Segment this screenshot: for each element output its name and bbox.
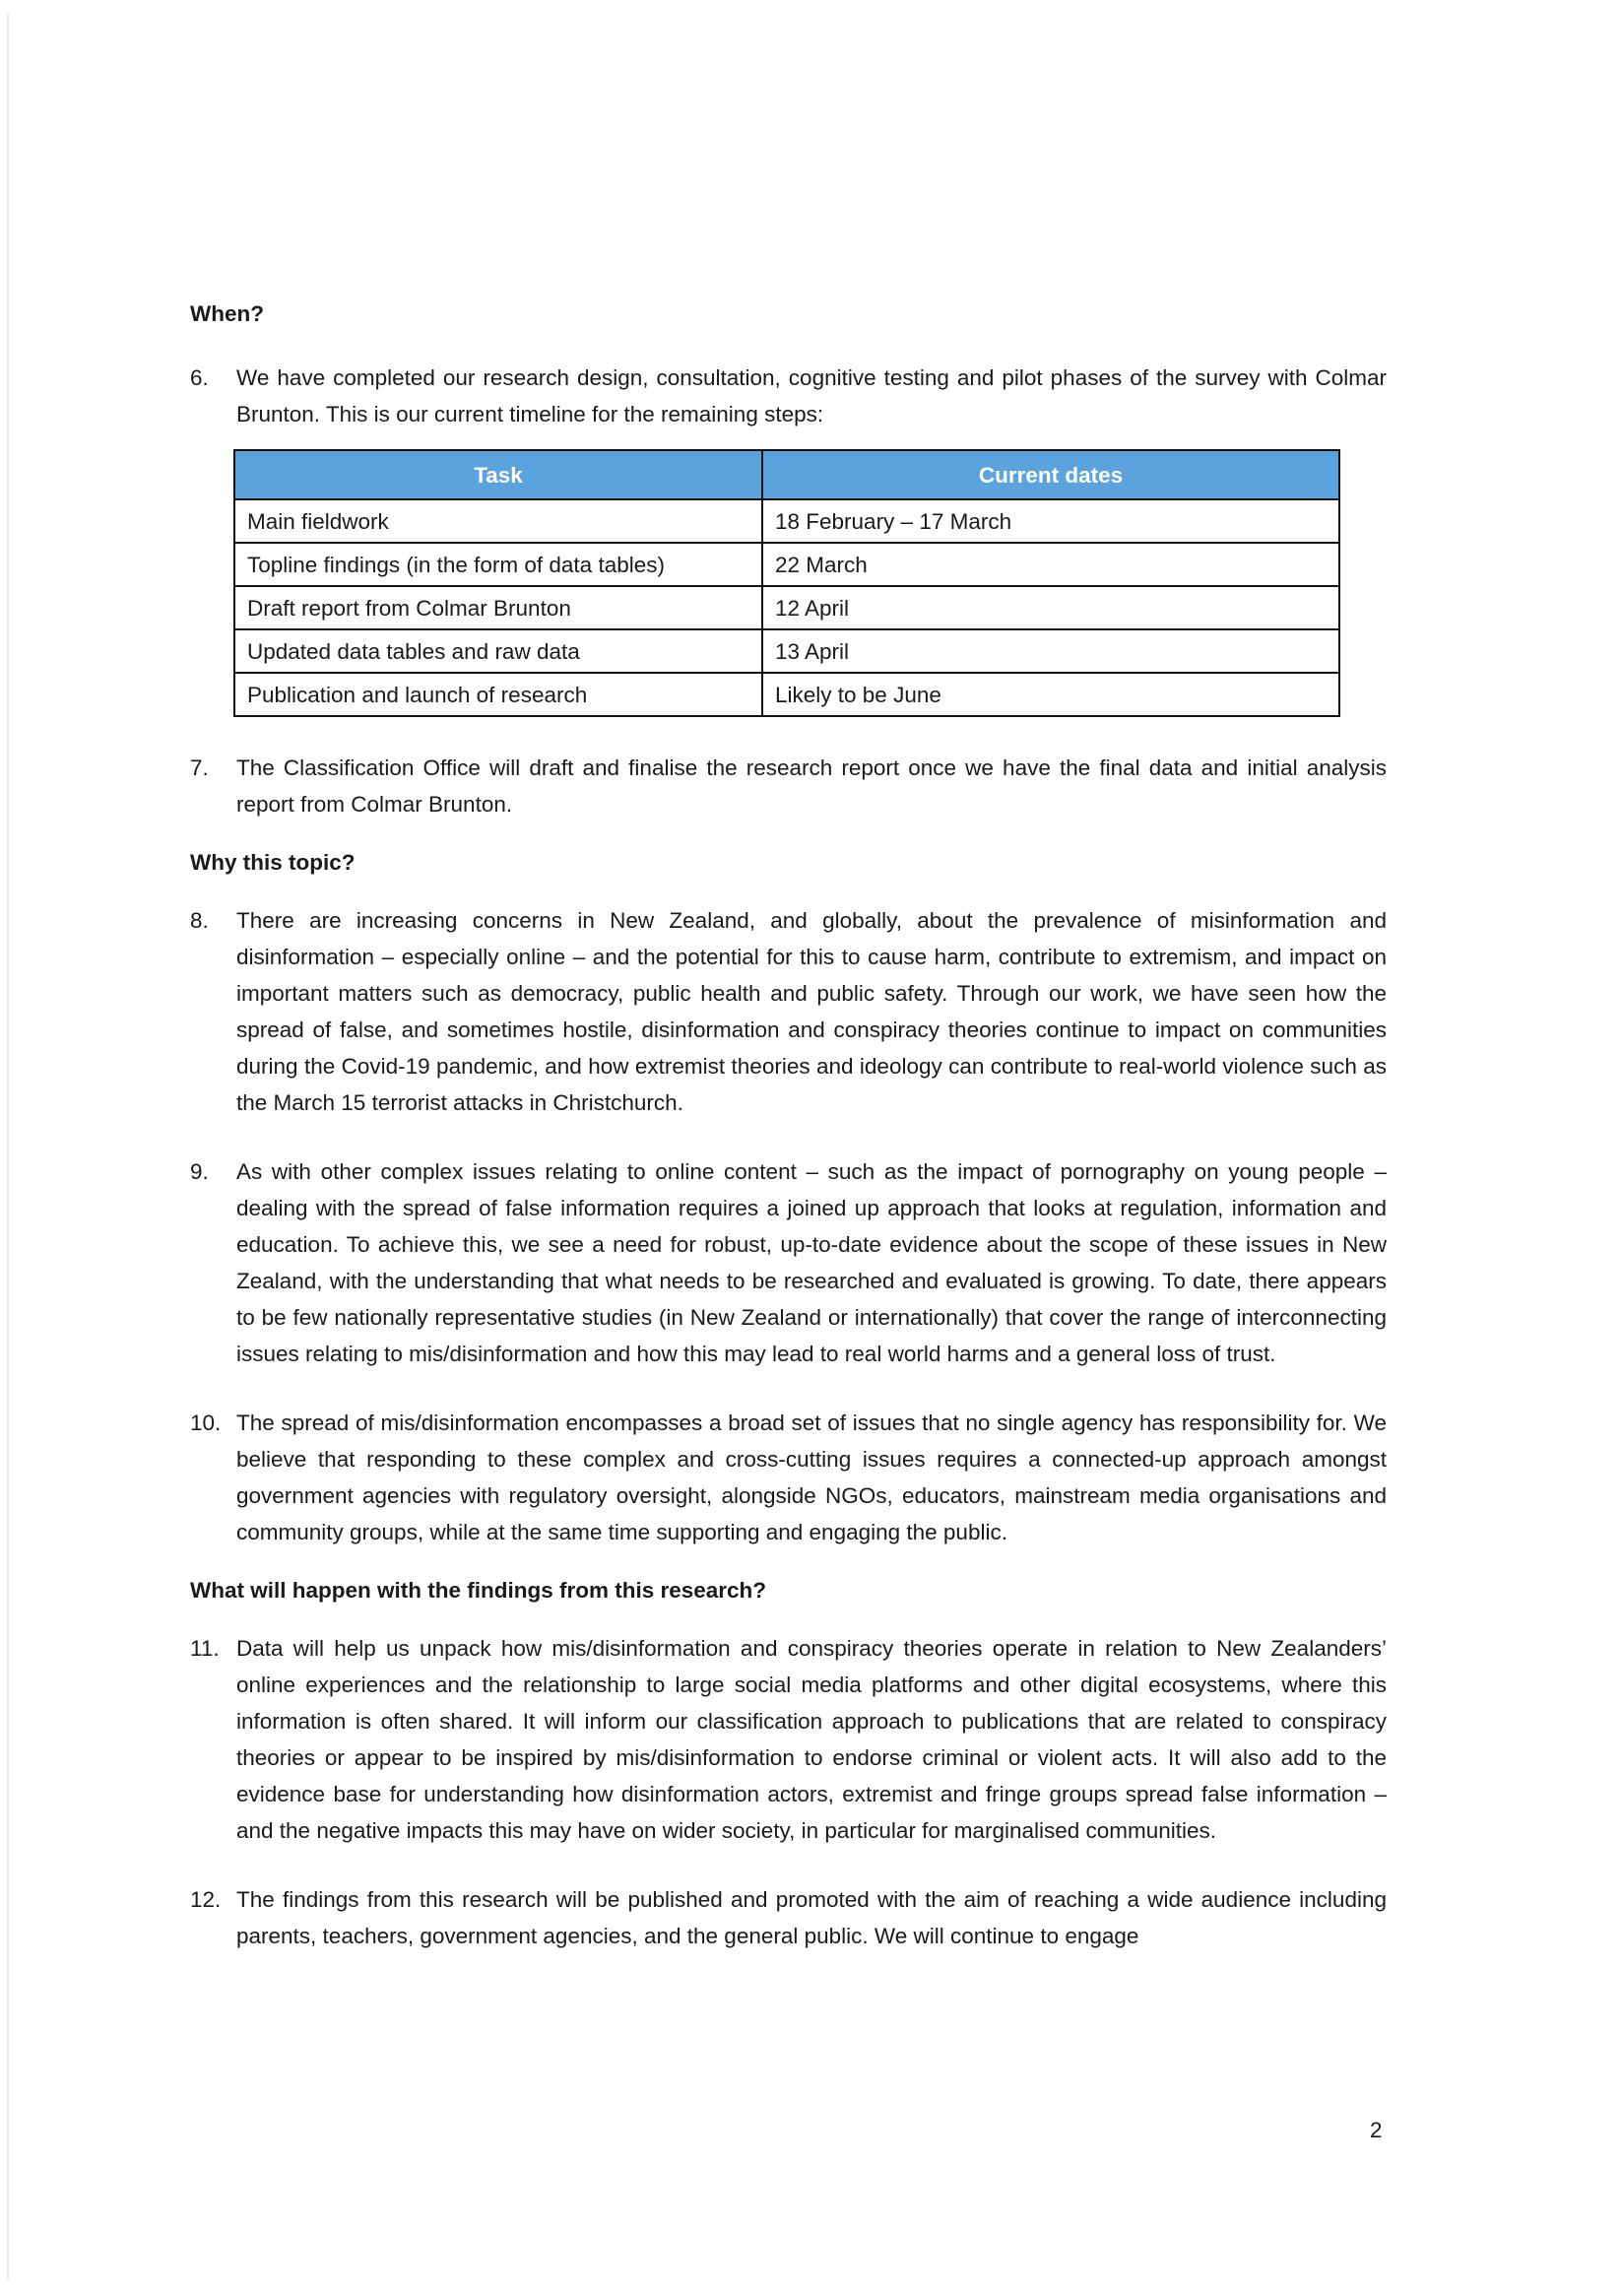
column-header-task: Task — [234, 450, 762, 499]
date-cell: 18 February – 17 March — [762, 499, 1339, 543]
timeline-table — [233, 449, 1340, 717]
heading-why-this-topic: Why this topic? — [190, 850, 356, 875]
item-text: As with other complex issues relating to online content – such as the impact of pornography on young people – dealing with the spread of false information requires a joined up approach that looks at regulation, information and education. To achieve this, we see a need for robust, up-to-date evidence about the scope of these issues in New Zealand, with the understanding that what needs to be researched and evaluated is growing. To date, there appears to be few nationally representative studies (in New Zealand or internationally) that cover the range of interconnecting issues relating to mis/disinformation and how this may lead to real world harms and a general loss of trust. — [236, 1159, 1387, 1366]
paragraph-9 — [190, 1153, 1387, 1372]
paragraph-10 — [190, 1405, 1387, 1550]
paragraph-6 — [190, 360, 1387, 432]
paragraph-8 — [190, 902, 1387, 1121]
date-cell: 22 March — [762, 543, 1339, 586]
page-number: 2 — [1370, 2118, 1383, 2142]
document-body — [190, 295, 1387, 1954]
item-number: 12. — [190, 1887, 222, 1912]
date-cell: Likely to be June — [762, 673, 1339, 716]
task-cell: Main fieldwork — [234, 499, 762, 543]
table-row — [234, 629, 1339, 673]
task-cell: Draft report from Colmar Brunton — [234, 586, 762, 629]
item-number: 10. — [190, 1410, 222, 1435]
item-number: 9. — [190, 1159, 209, 1184]
item-text: The Classification Office will draft and finalise the research report once we have the final data and initial analysis report from Colmar Brunton. — [236, 755, 1387, 817]
paragraph-11 — [190, 1630, 1387, 1849]
heading-when: When? — [190, 301, 264, 326]
date-cell: 12 April — [762, 586, 1339, 629]
task-cell: Topline findings (in the form of data tables) — [234, 543, 762, 586]
item-number: 8. — [190, 908, 209, 933]
scan-page-edge — [7, 14, 9, 2279]
item-text: We have completed our research design, consultation, cognitive testing and pilot phases of the survey with Colmar Brunton. This is our current timeline for the remaining steps: — [236, 365, 1387, 426]
item-text: There are increasing concerns in New Zealand, and globally, about the prevalence of misinformation and disinformation – especially online – and the potential for this to cause harm, contribute to extremism, and impact on important matters such as democracy, public health and public safety. Through our work, we have seen how the spread of false, and sometimes hostile, disinformation and conspiracy theories continue to impact on communities during the Covid-19 pandemic, and how extremist theories and ideology can contribute to real-world violence such as the March 15 terrorist attacks in Christchurch. — [236, 908, 1387, 1115]
table-row — [234, 499, 1339, 543]
item-text: The findings from this research will be published and promoted with the aim of reaching a wide audience including parents, teachers, government agencies, and the general public. We will continue to engage — [236, 1887, 1387, 1948]
item-number: 6. — [190, 365, 209, 390]
task-cell: Updated data tables and raw data — [234, 629, 762, 673]
item-number: 7. — [190, 755, 209, 780]
item-text: Data will help us unpack how mis/disinformation and conspiracy theories operate in relation to New Zealanders’ online experiences and the relationship to large social media platforms and other digital ecosystems, where this information is often shared. It will inform our classification approach to publications that are related to conspiracy theories or appear to be inspired by mis/disinformation to endorse criminal or violent acts. It will also add to the evidence base for understanding how disinformation actors, extremist and fringe groups spread false information – and the negative impacts this may have on wider society, in particular for marginalised communities. — [236, 1636, 1387, 1843]
table-row — [234, 673, 1339, 716]
paragraph-12 — [190, 1881, 1387, 1954]
table-row — [234, 543, 1339, 586]
heading-findings: What will happen with the findings from this research? — [190, 1578, 767, 1603]
table-row — [234, 586, 1339, 629]
paragraph-7 — [190, 750, 1387, 822]
item-text: The spread of mis/disinformation encompasses a broad set of issues that no single agency has responsibility for. We believe that responding to these complex and cross-cutting issues requires a connected-up approach amongst government agencies with regulatory oversight, alongside NGOs, educators, mainstream media organisations and community groups, while at the same time supporting and engaging the public. — [236, 1410, 1387, 1544]
date-cell: 13 April — [762, 629, 1339, 673]
item-number: 11. — [190, 1636, 220, 1661]
column-header-dates: Current dates — [762, 450, 1339, 499]
table-header-row — [234, 450, 1339, 499]
task-cell: Publication and launch of research — [234, 673, 762, 716]
